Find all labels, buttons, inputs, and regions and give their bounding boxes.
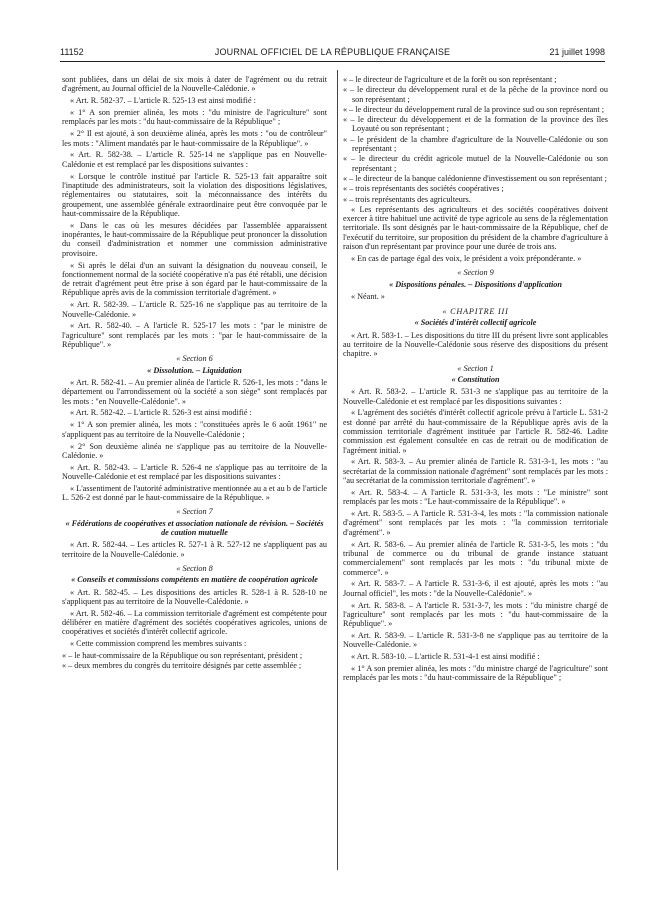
section-title: « Conseils et commissions compétents en matière de coopération agricole (71, 575, 318, 585)
list-item: « – le président de la chambre d'agriculture de la Nouvelle-Calédonie ou son représentant ; (343, 134, 608, 154)
paragraph: « Art. R. 583-8. – A l'article R. 531-3-7, les mots : "du ministre chargé de l'agriculture" sont remplacés par les mots : "du haut-commissaire de la République". » (343, 600, 608, 629)
paragraph: « Art. R. 583-5. – A l'article R. 531-3-4, les mots : "la commission nationale d'agrément" sont remplacés par les mots : "la commission territoriale d'agrément". » (343, 509, 608, 537)
paragraph: « Art. R. 582-40. – A l'article R. 525-17 les mots : "par le ministre de l'agriculture" sont remplacés par les mots : "par le haut-commissaire de la République". » (62, 321, 327, 350)
section-title: « Dispositions pénales. – Dispositions d'application (389, 279, 562, 289)
paragraph: « Néant. » (351, 291, 385, 301)
paragraph: « Art. R. 582-45. – Les dispositions des articles R. 528-1 à R. 528-10 ne s'appliquent pas au territoire de la Nouvelle-Calédonie. » (62, 587, 327, 606)
paragraph: « Art. R. 583-9. – L'article R. 531-3-8 ne s'applique pas au territoire de la Nouvelle-Calédonie. » (343, 631, 608, 650)
paragraph: « Art. R. 583-2. – L'article R. 531-3 ne s'applique pas au territoire de la Nouvelle-Calédonie et est remplacé par les dispositions suivantes : (343, 387, 608, 406)
list-item: « – trois représentants des agriculteurs. (343, 194, 471, 204)
publication-date: 21 juillet 1998 (549, 47, 605, 57)
journal-title: JOURNAL OFFICIEL DE LA RÉPUBLIQUE FRANÇAISE (214, 47, 451, 57)
paragraph: « Art. R. 583-1. – Les dispositions du titre III du présent livre sont applicables au territoire de la Nouvelle-Calédonie sous réserve des dispositions du présent chapitre. » (343, 330, 608, 359)
paragraph: sont publiées, dans un délai de six mois à dater de l'agrément ou du retrait d'agrément, au Journal officiel de la Nouvelle-Calédonie. » (62, 75, 327, 94)
paragraph: « Art. R. 582-42. – L'article R. 526-3 est ainsi modifié : (70, 408, 252, 418)
section-heading: « Section 7 (176, 507, 213, 517)
section-title: « Dissolution. – Liquidation (147, 365, 242, 375)
paragraph: « 1° A son premier alinéa, les mots : "du ministre de l'agriculture" sont remplacés par les mots : "du haut-commissaire de la République" ; (62, 108, 327, 127)
section-title: « Constitution (451, 374, 500, 384)
list-item: « – le directeur de la banque calédonienne d'investissement ou son représentant ; (343, 173, 607, 183)
list-item: « – le directeur de l'agriculture et de la forêt ou son représentant ; (343, 75, 557, 84)
list-item: « – trois représentants des sociétés coopératives ; (343, 184, 504, 194)
list-item: « – le directeur du développement et de la formation de la province des îles Loyauté ou son représentant ; (343, 115, 608, 134)
paragraph: « Art. R. 583-3. – Au premier alinéa de l'article R. 531-3-1, les mots : "au secrétariat de la commission nationale d'agrément" sont remplacés par les mots : "au secrétariat de la commission territoriale d'agrément". » (343, 457, 608, 486)
paragraph: « Art. R. 583-7. – A l'article R. 531-3-6, il est ajouté, après les mots : "au Journal officiel", les mots : "de la Nouvelle-Calédonie". » (343, 579, 608, 598)
paragraph: « Si après le délai d'un an suivant la désignation du nouveau conseil, le fonctionnement normal de la société coopérative n'a pas été rétabli, une décision de retrait d'agrément peut être prise à son égard par le haut-commissaire de la République après avis de la commission territoriale d'agrément. » (62, 260, 327, 298)
paragraph: « Art. R. 582-39. – L'article R. 525-16 ne s'applique pas au territoire de la Nouvelle-Calédonie. » (62, 300, 327, 319)
paragraph: « Art. R. 583-10. – L'article R. 531-4-1 est ainsi modifié : (351, 652, 540, 662)
section-heading: « Section 6 (176, 354, 213, 364)
right-column (343, 75, 608, 685)
list-item: « – le directeur du développement rural et de la pêche de la province nord ou son représentant ; (343, 85, 608, 104)
paragraph: « Art. R. 582-44. – Les articles R. 527-1 à R. 527-12 ne s'appliquent pas au territoire de la Nouvelle-Calédonie. » (62, 540, 327, 559)
page-header (60, 47, 605, 61)
paragraph: « Art. R. 582-43. – L'article R. 526-4 ne s'applique pas au territoire de la Nouvelle-Calédonie et est remplacé par les dispositions suivantes : (62, 462, 327, 481)
paragraph: « Les représentants des agriculteurs et des sociétés coopératives doivent exercer à titre habituel une activité de type agricole au sens de la réglementation territoriale. Ils sont désignés par le haut-commissaire de la République, chef de l'exécutif du territoire, sur proposition du président de la chambre d'agriculture à raison d'un représentant par province pour une durée de trois ans. (343, 204, 608, 252)
paragraph: « 2° Son deuxième alinéa ne s'applique pas au territoire de la Nouvelle-Calédonie. » (62, 441, 327, 460)
paragraph: « 2° Il est ajouté, à son deuxième alinéa, après les mots : "ou de contrôleur" les mots : "Aliment mandatés par le haut-commissaire de la République". » (62, 129, 327, 148)
paragraph: « Art. R. 583-6. – Au premier alinéa de l'article R. 531-3-5, les mots : "du tribunal de commerce ou du tribunal de grande instance statuant commercialement" sont remplacés par les mots : "du tribunal mixte de commerce". » (343, 539, 608, 577)
column-divider (337, 70, 338, 870)
paragraph: « 1° A son premier alinéa, les mots : "constituées après le 6 août 1961" ne s'appliquent pas au territoire de la Nouvelle-Calédonie ; (62, 420, 327, 439)
section-title: « Sociétés d'intérêt collectif agricole (414, 318, 537, 328)
section-heading: « Section 8 (176, 563, 213, 573)
list-item: « – le directeur du crédit agricole mutuel de la Nouvelle-Calédonie ou son représentant ; (343, 154, 608, 173)
paragraph: « Art. R. 582-38. – L'article R. 525-14 ne s'applique pas en Nouvelle-Calédonie et est remplacé par les dispositions suivantes : (62, 150, 327, 169)
paragraph: « L'assentiment de l'autorité administrative mentionnée au a et au b de l'article L. 526-2 est donné par le haut-commissaire de la République. » (62, 483, 327, 503)
section-heading: « Section 1 (457, 363, 494, 373)
paragraph: « Cette commission comprend les membres suivants : (70, 639, 247, 649)
list-item: « – le haut-commissaire de la République ou son représentant, président ; (62, 651, 303, 661)
paragraph: « Art. R. 582-41. – Au premier alinéa de l'article R. 526-1, les mots : "dans le département ou l'arrondissement où la société a son siège" sont remplacés par les mots : "en Nouvelle-Calédonie". » (62, 377, 327, 406)
list-item: « – le directeur du développement rural de la province sud ou son représentant ; (343, 104, 605, 114)
paragraph: « Art. R. 583-4. – A l'article R. 531-3-3, les mots : "Le ministre" sont remplacés par les mots : "Le haut-commissaire de la République". » (343, 487, 608, 507)
chapter-heading: « CHAPITRE III (442, 307, 509, 317)
left-column (62, 75, 327, 672)
paragraph: « Lorsque le contrôle institué par l'article R. 525-13 fait apparaître soit l'inaptitude des administrateurs, soit la violation des dispositions législatives, réglementaires ou statutaires, soit la méconnaissance des intérêts du groupement, une assemblée générale extraordinaire peut être convoquée par le haut-commissaire de la République. (62, 171, 327, 218)
paragraph: « Dans le cas où les mesures décidées par l'assemblée apparaissent inopérantes, le haut-commissaire de la République peut prononcer la dissolution du conseil d'administration et nommer une commission administrative provisoire. (62, 220, 327, 258)
paragraph: « Art. R. 582-37. – L'article R. 525-13 est ainsi modifié : (70, 96, 256, 106)
page-number: 11152 (60, 47, 84, 57)
section-heading: « Section 9 (457, 268, 494, 278)
section-title: « Fédérations de coopératives et association nationale de révision. – Sociétés de caution mutuelle (65, 518, 324, 538)
header-rule (60, 61, 605, 62)
paragraph: « L'agrément des sociétés d'intérêt collectif agricole prévu à l'article L. 531-2 est donné par arrêté du haut-commissaire de la République après avis de la commission territoriale d'agrément instituée par l'article R. 582-46. Ladite commission est également consultée en cas de retrait ou de modification de l'agrément initial. » (343, 408, 608, 455)
paragraph: « 1° A son premier alinéa, les mots : "du ministre chargé de l'agriculture" sont remplacés par les mots : "du haut-commissaire de la République" ; (343, 664, 608, 683)
paragraph: « En cas de partage égal des voix, le président a voix prépondérante. » (351, 253, 582, 263)
paragraph: « Art. R. 582-46. – La commission territoriale d'agrément est compétente pour délibérer en matière d'agrément des sociétés coopératives agricoles, unions de coopératives et sociétés d'intérêt collectif agricole. (62, 608, 327, 637)
list-item: « – deux membres du congrès du territoire désignés par cette assemblée ; (62, 661, 302, 671)
